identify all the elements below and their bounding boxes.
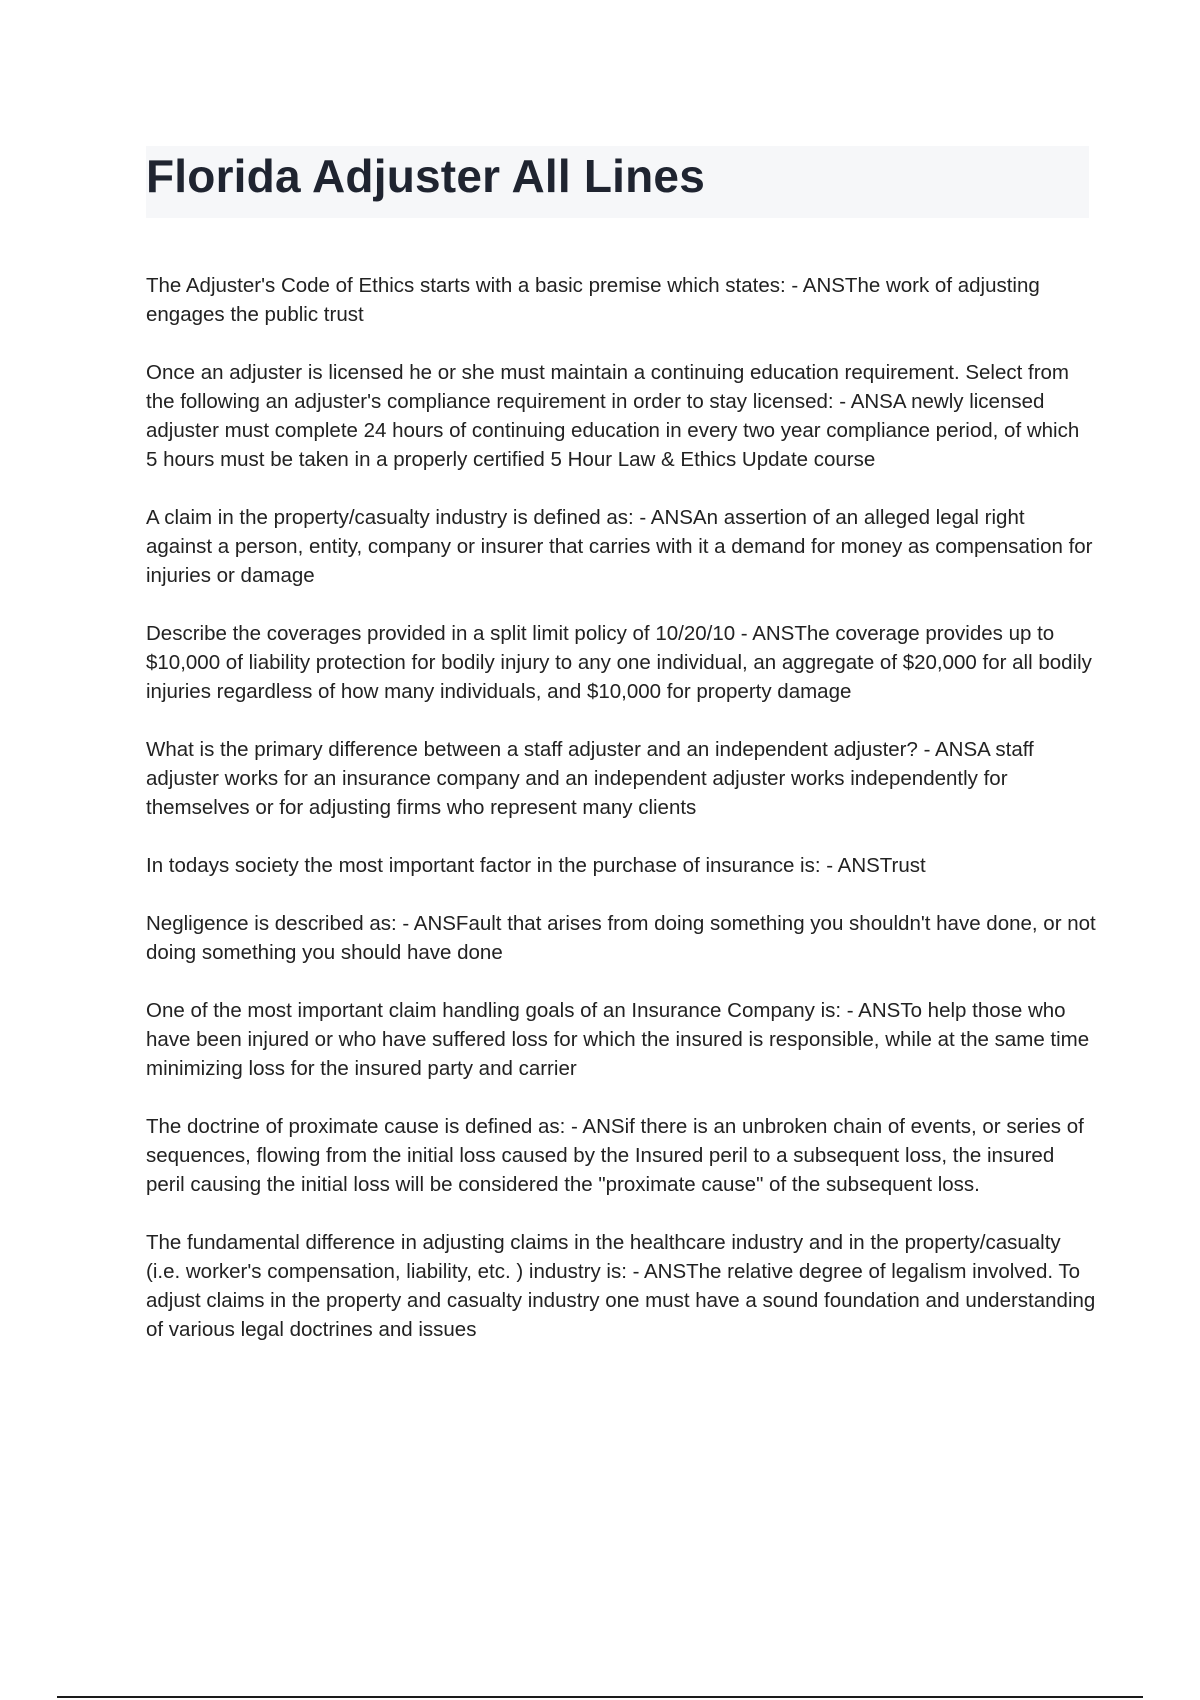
qa-item: Negligence is described as: - ANSFault that arises from doing something you shouldn't have done, or not doing something you should have done bbox=[146, 912, 1096, 964]
qa-list bbox=[146, 271, 1096, 1373]
qa-item: A claim in the property/casualty industry is defined as: - ANSAn assertion of an alleged legal right against a person, entity, company or insurer that carries with it a demand for money as compensation for injuries or damage bbox=[146, 506, 1093, 587]
qa-item: The doctrine of proximate cause is defined as: - ANSif there is an unbroken chain of events, or series of sequences, flowing from the initial loss caused by the Insured peril to a subsequent loss, the insured peril causing the initial loss will be considered the "proximate cause" of the subsequent loss. bbox=[146, 1115, 1084, 1196]
qa-item: The fundamental difference in adjusting claims in the healthcare industry and in the property/casualty (i.e. worker's compensation, liability, etc. ) industry is: - ANSThe relative degree of legalism involved. To adjust claims in the property and casualty industry one must have a sound foundation and understanding of various legal doctrines and issues bbox=[146, 1231, 1096, 1341]
qa-item: One of the most important claim handling goals of an Insurance Company is: - ANSTo help those who have been injured or who have suffered loss for which the insured is responsible, while at the same time minimizing loss for the insured party and carrier bbox=[146, 999, 1090, 1080]
page-title: Florida Adjuster All Lines bbox=[146, 150, 705, 202]
footer-divider bbox=[57, 1696, 1143, 1698]
qa-item: In todays society the most important factor in the purchase of insurance is: - ANSTrust bbox=[146, 854, 926, 877]
qa-item: Once an adjuster is licensed he or she must maintain a continuing education requirement. Select from the following an adjuster's compliance requirement in order to stay licensed: - ANSA newly licensed adjuster must complete 24 hours of continuing education in every two year compliance period, of which 5 hours must be taken in a properly certified 5 Hour Law & Ethics Update course bbox=[146, 361, 1080, 471]
qa-item: The Adjuster's Code of Ethics starts with a basic premise which states: - ANSThe work of adjusting engages the public trust bbox=[146, 274, 1040, 326]
qa-item: Describe the coverages provided in a split limit policy of 10/20/10 - ANSThe coverage provides up to $10,000 of liability protection for bodily injury to any one individual, an aggregate of $20,000 for all bodily injuries regardless of how many individuals, and $10,000 for property damage bbox=[146, 622, 1092, 703]
qa-item: What is the primary difference between a staff adjuster and an independent adjuster? - ANSA staff adjuster works for an insurance company and an independent adjuster works independently for themselves or for adjusting firms who represent many clients bbox=[146, 738, 1034, 819]
